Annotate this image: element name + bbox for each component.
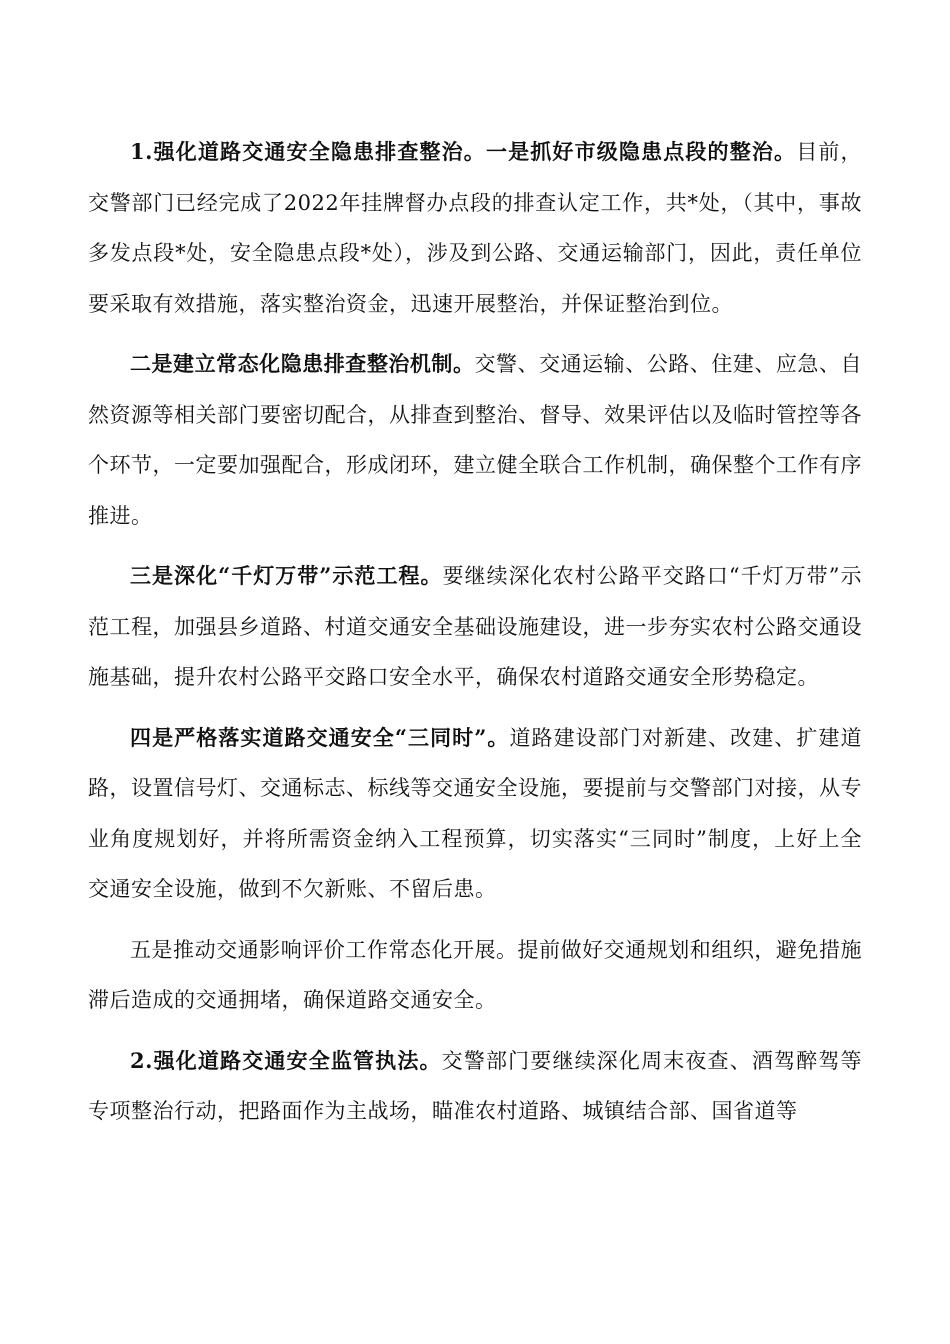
paragraph-1	[88, 127, 862, 329]
paragraph-1-heading: 1.强化道路交通安全隐患排查整治。一是抓好市级隐患点段的整治。	[130, 139, 797, 164]
paragraph-1-body: 目前，交警部门已经完成了2022年挂牌督办点段的排查认定工作，共*处，（其中，事故多发点段*处，安全隐患点段*处），涉及到公路、交通运输部门，因此，责任单位要采取有效措施，落实整治资金，迅速开展整治，并保证整治到位。	[88, 140, 863, 316]
paragraph-2	[88, 339, 862, 541]
paragraph-5	[88, 925, 862, 1026]
paragraph-3	[88, 551, 862, 703]
paragraph-6	[88, 1036, 862, 1137]
paragraph-6-body: 交警部门要继续深化周末夜查、酒驾醉驾等专项整治行动，把路面作为主战场，瞄准农村道路、城镇结合部、国省道等	[88, 1048, 863, 1123]
document-page	[88, 127, 862, 1147]
paragraph-5-body: 五是推动交通影响评价工作常态化开展。提前做好交通规划和组织，避免措施滞后造成的交通拥堵，确保道路交通安全。	[88, 937, 862, 1012]
paragraph-4-heading: 四是严格落实道路交通安全“三同时”。	[130, 724, 510, 750]
paragraph-2-body: 交警、交通运输、公路、住建、应急、自然资源等相关部门要密切配合，从排查到整治、督导、效果评估以及临时管控等各个环节，一定要加强配合，形成闭环，建立健全联合工作机制，确保整个工作有序推进。	[88, 352, 862, 528]
paragraph-3-body: 要继续深化农村公路平交路口“千灯万带”示范工程，加强县乡道路、村道交通安全基础设施建设，进一步夯实农村公路交通设施基础，提升农村公路平交路口安全水平，确保农村道路交通安全形势稳定。	[88, 564, 862, 689]
paragraph-6-heading: 2.强化道路交通安全监管执法。	[130, 1047, 442, 1073]
paragraph-4-body: 道路建设部门对新建、改建、扩建道路，设置信号灯、交通标志、标线等交通安全设施，要提前与交警部门对接，从专业角度规划好，并将所需资金纳入工程预算，切实落实“三同时”制度，上好上全交通安全设施，做到不欠新账、不留后患。	[88, 725, 862, 901]
paragraph-3-heading: 三是深化“千灯万带”示范工程。	[130, 563, 443, 588]
paragraph-2-heading: 二是建立常态化隐患排查整治机制。	[130, 351, 475, 376]
paragraph-4	[88, 713, 862, 915]
